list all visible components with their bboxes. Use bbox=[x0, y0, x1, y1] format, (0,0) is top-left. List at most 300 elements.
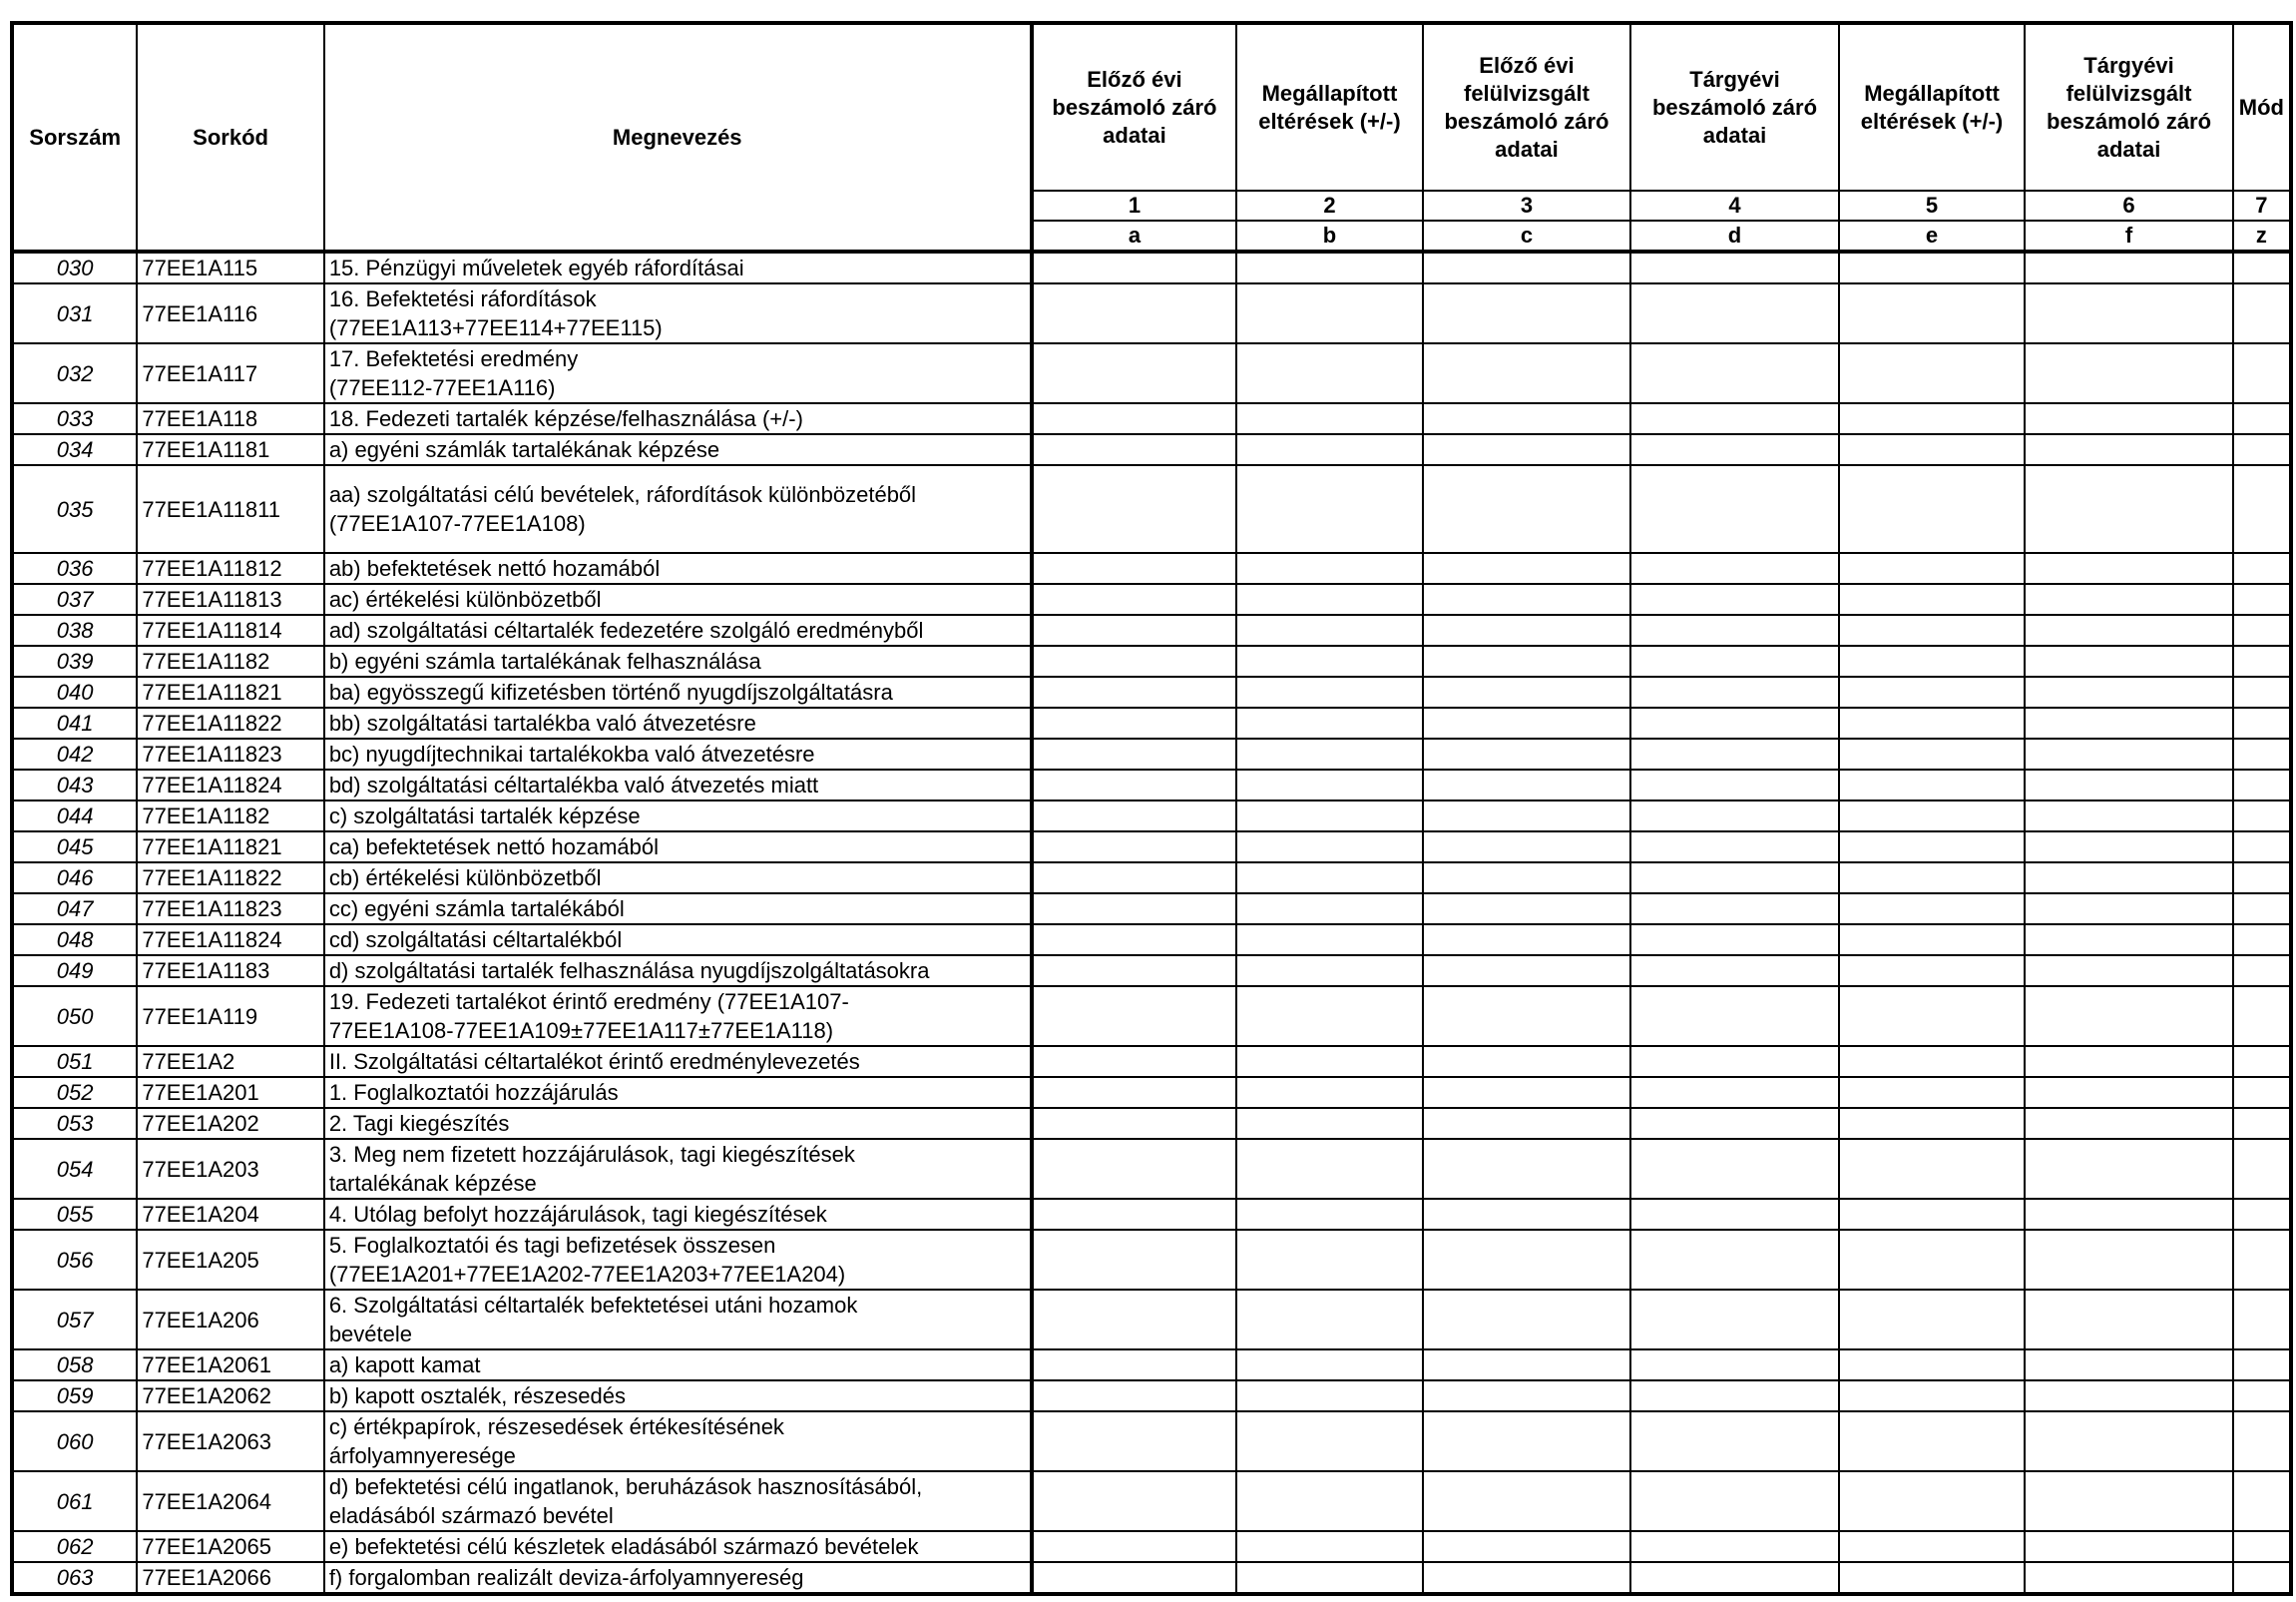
table-row bbox=[12, 252, 2291, 283]
data-cell-col-1[interactable] bbox=[1032, 924, 1237, 955]
data-cell-col-7[interactable] bbox=[2233, 1562, 2291, 1594]
data-cell-col-7[interactable] bbox=[2233, 1108, 2291, 1139]
data-cell-col-3[interactable] bbox=[1423, 955, 1631, 986]
data-cell-col-5[interactable] bbox=[1839, 955, 2025, 986]
data-cell-col-7[interactable] bbox=[2233, 1349, 2291, 1380]
data-cell-col-2[interactable] bbox=[1236, 831, 1422, 862]
row-sorszam: 041 bbox=[12, 708, 137, 739]
data-cell-col-1[interactable] bbox=[1032, 1290, 1237, 1349]
data-cell-col-5[interactable] bbox=[1839, 677, 2025, 708]
data-cell-col-4[interactable] bbox=[1630, 615, 1839, 646]
data-cell-col-3[interactable] bbox=[1423, 646, 1631, 677]
data-cell-col-6[interactable] bbox=[2025, 252, 2233, 283]
row-megnevezes-line: ac) értékelési különbözetből bbox=[328, 587, 602, 612]
row-sorkod: 77EE1A11822 bbox=[137, 862, 323, 893]
data-cell-col-2[interactable] bbox=[1236, 924, 1422, 955]
data-cell-col-6[interactable] bbox=[2025, 1046, 2233, 1077]
data-cell-col-5[interactable] bbox=[1839, 893, 2025, 924]
data-cell-col-5[interactable] bbox=[1839, 1230, 2025, 1290]
data-cell-col-1[interactable] bbox=[1032, 1199, 1237, 1230]
data-cell-col-5[interactable] bbox=[1839, 584, 2025, 615]
data-cell-col-6[interactable] bbox=[2025, 1411, 2233, 1471]
data-cell-col-6[interactable] bbox=[2025, 465, 2233, 553]
data-cell-col-2[interactable] bbox=[1236, 403, 1422, 434]
row-megnevezes-line: ab) befektetések nettó hozamából bbox=[328, 556, 661, 581]
data-cell-col-1[interactable] bbox=[1032, 893, 1237, 924]
data-cell-col-4[interactable] bbox=[1630, 1349, 1839, 1380]
data-cell-col-6[interactable] bbox=[2025, 434, 2233, 465]
row-megnevezes-line: 16. Befektetési ráfordítások bbox=[328, 286, 597, 311]
data-cell-col-7[interactable] bbox=[2233, 1380, 2291, 1411]
data-cell-col-1[interactable] bbox=[1032, 1471, 1237, 1531]
data-cell-col-4[interactable] bbox=[1630, 739, 1839, 770]
data-cell-col-3[interactable] bbox=[1423, 1471, 1631, 1531]
data-cell-col-2[interactable] bbox=[1236, 646, 1422, 677]
data-cell-col-6[interactable] bbox=[2025, 553, 2233, 584]
data-cell-col-2[interactable] bbox=[1236, 986, 1422, 1046]
row-sorkod: 77EE1A203 bbox=[137, 1139, 323, 1199]
data-cell-col-7[interactable] bbox=[2233, 831, 2291, 862]
data-cell-col-7[interactable] bbox=[2233, 1199, 2291, 1230]
row-megnevezes-line: (77EE1A113+77EE114+77EE115) bbox=[328, 315, 663, 340]
data-cell-col-7[interactable] bbox=[2233, 801, 2291, 831]
data-cell-col-3[interactable] bbox=[1423, 739, 1631, 770]
data-cell-col-2[interactable] bbox=[1236, 343, 1422, 403]
data-cell-col-2[interactable] bbox=[1236, 1290, 1422, 1349]
data-cell-col-2[interactable] bbox=[1236, 893, 1422, 924]
data-cell-col-5[interactable] bbox=[1839, 434, 2025, 465]
data-cell-col-2[interactable] bbox=[1236, 1562, 1422, 1594]
data-cell-col-1[interactable] bbox=[1032, 1349, 1237, 1380]
header-letter-7: z bbox=[2233, 221, 2291, 252]
row-megnevezes-line: (77EE1A107-77EE1A108) bbox=[328, 511, 586, 536]
data-cell-col-3[interactable] bbox=[1423, 1230, 1631, 1290]
data-cell-col-3[interactable] bbox=[1423, 1562, 1631, 1594]
data-cell-col-2[interactable] bbox=[1236, 1199, 1422, 1230]
data-cell-col-2[interactable] bbox=[1236, 677, 1422, 708]
data-cell-col-2[interactable] bbox=[1236, 615, 1422, 646]
data-cell-col-6[interactable] bbox=[2025, 862, 2233, 893]
data-cell-col-6[interactable] bbox=[2025, 1139, 2233, 1199]
data-cell-col-6[interactable] bbox=[2025, 708, 2233, 739]
data-cell-col-5[interactable] bbox=[1839, 924, 2025, 955]
data-cell-col-6[interactable] bbox=[2025, 343, 2233, 403]
data-cell-col-4[interactable] bbox=[1630, 1471, 1839, 1531]
data-cell-col-6[interactable] bbox=[2025, 1349, 2233, 1380]
data-cell-col-4[interactable] bbox=[1630, 770, 1839, 801]
data-cell-col-1[interactable] bbox=[1032, 615, 1237, 646]
row-megnevezes bbox=[324, 862, 1032, 893]
row-sorkod: 77EE1A11821 bbox=[137, 677, 323, 708]
table-row bbox=[12, 283, 2291, 343]
data-cell-col-1[interactable] bbox=[1032, 434, 1237, 465]
data-cell-col-5[interactable] bbox=[1839, 1199, 2025, 1230]
data-cell-col-3[interactable] bbox=[1423, 986, 1631, 1046]
row-megnevezes-line: 18. Fedezeti tartalék képzése/felhasználása (+/-) bbox=[328, 406, 803, 431]
data-cell-col-3[interactable] bbox=[1423, 1139, 1631, 1199]
data-cell-col-6[interactable] bbox=[2025, 831, 2233, 862]
data-cell-col-1[interactable] bbox=[1032, 708, 1237, 739]
data-cell-col-5[interactable] bbox=[1839, 646, 2025, 677]
data-cell-col-1[interactable] bbox=[1032, 1531, 1237, 1562]
data-cell-col-7[interactable] bbox=[2233, 252, 2291, 283]
row-megnevezes bbox=[324, 1046, 1032, 1077]
data-cell-col-6[interactable] bbox=[2025, 1380, 2233, 1411]
row-sorszam: 040 bbox=[12, 677, 137, 708]
table-row bbox=[12, 1531, 2291, 1562]
data-cell-col-1[interactable] bbox=[1032, 677, 1237, 708]
data-cell-col-5[interactable] bbox=[1839, 465, 2025, 553]
data-cell-col-7[interactable] bbox=[2233, 1471, 2291, 1531]
data-cell-col-2[interactable] bbox=[1236, 1411, 1422, 1471]
data-cell-col-1[interactable] bbox=[1032, 1108, 1237, 1139]
data-cell-col-7[interactable] bbox=[2233, 770, 2291, 801]
data-cell-col-5[interactable] bbox=[1839, 553, 2025, 584]
data-cell-col-5[interactable] bbox=[1839, 770, 2025, 801]
data-cell-col-5[interactable] bbox=[1839, 1380, 2025, 1411]
data-cell-col-5[interactable] bbox=[1839, 801, 2025, 831]
data-cell-col-4[interactable] bbox=[1630, 283, 1839, 343]
data-cell-col-4[interactable] bbox=[1630, 465, 1839, 553]
data-cell-col-3[interactable] bbox=[1423, 862, 1631, 893]
data-cell-col-5[interactable] bbox=[1839, 1108, 2025, 1139]
data-cell-col-6[interactable] bbox=[2025, 770, 2233, 801]
data-cell-col-1[interactable] bbox=[1032, 862, 1237, 893]
data-cell-col-7[interactable] bbox=[2233, 584, 2291, 615]
data-cell-col-3[interactable] bbox=[1423, 403, 1631, 434]
data-cell-col-7[interactable] bbox=[2233, 1139, 2291, 1199]
data-cell-col-7[interactable] bbox=[2233, 893, 2291, 924]
data-cell-col-6[interactable] bbox=[2025, 1077, 2233, 1108]
data-cell-col-7[interactable] bbox=[2233, 955, 2291, 986]
row-megnevezes-line: 3. Meg nem fizetett hozzájárulások, tagi kiegészítések bbox=[328, 1142, 855, 1167]
data-cell-col-1[interactable] bbox=[1032, 1139, 1237, 1199]
row-megnevezes-line: d) szolgáltatási tartalék felhasználása nyugdíjszolgáltatásokra bbox=[328, 958, 930, 983]
data-cell-col-4[interactable] bbox=[1630, 1290, 1839, 1349]
data-cell-col-3[interactable] bbox=[1423, 1108, 1631, 1139]
data-cell-col-2[interactable] bbox=[1236, 1380, 1422, 1411]
data-cell-col-1[interactable] bbox=[1032, 770, 1237, 801]
data-cell-col-6[interactable] bbox=[2025, 924, 2233, 955]
row-megnevezes bbox=[324, 434, 1032, 465]
data-cell-col-4[interactable] bbox=[1630, 1077, 1839, 1108]
data-cell-col-5[interactable] bbox=[1839, 1349, 2025, 1380]
data-cell-col-3[interactable] bbox=[1423, 893, 1631, 924]
row-megnevezes bbox=[324, 584, 1032, 615]
data-cell-col-2[interactable] bbox=[1236, 1531, 1422, 1562]
data-cell-col-4[interactable] bbox=[1630, 1046, 1839, 1077]
data-cell-col-6[interactable] bbox=[2025, 584, 2233, 615]
data-cell-col-2[interactable] bbox=[1236, 1077, 1422, 1108]
row-sorszam: 033 bbox=[12, 403, 137, 434]
row-sorkod: 77EE1A206 bbox=[137, 1290, 323, 1349]
data-cell-col-1[interactable] bbox=[1032, 465, 1237, 553]
data-cell-col-6[interactable] bbox=[2025, 893, 2233, 924]
data-cell-col-7[interactable] bbox=[2233, 283, 2291, 343]
data-cell-col-1[interactable] bbox=[1032, 1380, 1237, 1411]
data-cell-col-2[interactable] bbox=[1236, 1471, 1422, 1531]
data-cell-col-6[interactable] bbox=[2025, 1230, 2233, 1290]
data-cell-col-1[interactable] bbox=[1032, 1077, 1237, 1108]
data-cell-col-6[interactable] bbox=[2025, 1199, 2233, 1230]
data-cell-col-3[interactable] bbox=[1423, 1077, 1631, 1108]
table-row bbox=[12, 1046, 2291, 1077]
data-cell-col-4[interactable] bbox=[1630, 584, 1839, 615]
data-cell-col-1[interactable] bbox=[1032, 955, 1237, 986]
data-cell-col-4[interactable] bbox=[1630, 252, 1839, 283]
data-cell-col-4[interactable] bbox=[1630, 893, 1839, 924]
data-cell-col-4[interactable] bbox=[1630, 1380, 1839, 1411]
data-cell-col-3[interactable] bbox=[1423, 1380, 1631, 1411]
row-sorkod: 77EE1A11811 bbox=[137, 465, 323, 553]
data-cell-col-4[interactable] bbox=[1630, 1199, 1839, 1230]
row-sorkod: 77EE1A1181 bbox=[137, 434, 323, 465]
data-cell-col-2[interactable] bbox=[1236, 1108, 1422, 1139]
row-megnevezes bbox=[324, 1349, 1032, 1380]
data-cell-col-7[interactable] bbox=[2233, 986, 2291, 1046]
data-cell-col-6[interactable] bbox=[2025, 403, 2233, 434]
data-cell-col-7[interactable] bbox=[2233, 553, 2291, 584]
row-megnevezes-line: 1. Foglalkoztatói hozzájárulás bbox=[328, 1080, 619, 1105]
data-cell-col-7[interactable] bbox=[2233, 677, 2291, 708]
data-cell-col-6[interactable] bbox=[2025, 955, 2233, 986]
data-cell-col-6[interactable] bbox=[2025, 1531, 2233, 1562]
row-sorszam: 058 bbox=[12, 1349, 137, 1380]
data-cell-col-2[interactable] bbox=[1236, 1046, 1422, 1077]
data-cell-col-6[interactable] bbox=[2025, 1290, 2233, 1349]
data-cell-col-5[interactable] bbox=[1839, 283, 2025, 343]
data-cell-col-1[interactable] bbox=[1032, 403, 1237, 434]
data-cell-col-1[interactable] bbox=[1032, 1230, 1237, 1290]
data-cell-col-5[interactable] bbox=[1839, 831, 2025, 862]
data-cell-col-2[interactable] bbox=[1236, 1139, 1422, 1199]
data-cell-col-7[interactable] bbox=[2233, 739, 2291, 770]
data-cell-col-3[interactable] bbox=[1423, 1531, 1631, 1562]
data-cell-col-3[interactable] bbox=[1423, 677, 1631, 708]
data-cell-col-5[interactable] bbox=[1839, 862, 2025, 893]
data-cell-col-4[interactable] bbox=[1630, 343, 1839, 403]
data-cell-col-5[interactable] bbox=[1839, 1077, 2025, 1108]
data-cell-col-4[interactable] bbox=[1630, 986, 1839, 1046]
data-cell-col-4[interactable] bbox=[1630, 434, 1839, 465]
data-cell-col-4[interactable] bbox=[1630, 1562, 1839, 1594]
row-megnevezes-line: árfolyamnyeresége bbox=[328, 1443, 516, 1468]
row-megnevezes-line: cd) szolgáltatási céltartalékból bbox=[328, 927, 623, 952]
row-sorszam: 037 bbox=[12, 584, 137, 615]
data-cell-col-7[interactable] bbox=[2233, 343, 2291, 403]
data-cell-col-1[interactable] bbox=[1032, 553, 1237, 584]
row-megnevezes bbox=[324, 283, 1032, 343]
header-num-3: 3 bbox=[1423, 191, 1631, 221]
data-cell-col-1[interactable] bbox=[1032, 1411, 1237, 1471]
report-table bbox=[10, 21, 2293, 1596]
data-cell-col-3[interactable] bbox=[1423, 770, 1631, 801]
data-cell-col-5[interactable] bbox=[1839, 615, 2025, 646]
data-cell-col-1[interactable] bbox=[1032, 283, 1237, 343]
data-cell-col-4[interactable] bbox=[1630, 831, 1839, 862]
data-cell-col-7[interactable] bbox=[2233, 1230, 2291, 1290]
data-cell-col-3[interactable] bbox=[1423, 708, 1631, 739]
data-cell-col-2[interactable] bbox=[1236, 739, 1422, 770]
data-cell-col-4[interactable] bbox=[1630, 1531, 1839, 1562]
data-cell-col-1[interactable] bbox=[1032, 1562, 1237, 1594]
data-cell-col-7[interactable] bbox=[2233, 862, 2291, 893]
table-row bbox=[12, 1380, 2291, 1411]
data-cell-col-6[interactable] bbox=[2025, 283, 2233, 343]
data-cell-col-2[interactable] bbox=[1236, 955, 1422, 986]
data-cell-col-2[interactable] bbox=[1236, 862, 1422, 893]
data-cell-col-4[interactable] bbox=[1630, 1230, 1839, 1290]
data-cell-col-3[interactable] bbox=[1423, 1046, 1631, 1077]
data-cell-col-3[interactable] bbox=[1423, 1349, 1631, 1380]
data-cell-col-5[interactable] bbox=[1839, 1562, 2025, 1594]
data-cell-col-5[interactable] bbox=[1839, 343, 2025, 403]
row-sorkod: 77EE1A11823 bbox=[137, 893, 323, 924]
data-cell-col-2[interactable] bbox=[1236, 770, 1422, 801]
row-sorszam: 035 bbox=[12, 465, 137, 553]
data-cell-col-7[interactable] bbox=[2233, 1046, 2291, 1077]
data-cell-col-7[interactable] bbox=[2233, 924, 2291, 955]
data-cell-col-7[interactable] bbox=[2233, 1411, 2291, 1471]
row-sorkod: 77EE1A205 bbox=[137, 1230, 323, 1290]
data-cell-col-4[interactable] bbox=[1630, 862, 1839, 893]
data-cell-col-3[interactable] bbox=[1423, 924, 1631, 955]
data-cell-col-6[interactable] bbox=[2025, 646, 2233, 677]
row-sorszam: 038 bbox=[12, 615, 137, 646]
row-megnevezes-line: ca) befektetések nettó hozamából bbox=[328, 834, 660, 859]
data-cell-col-5[interactable] bbox=[1839, 1471, 2025, 1531]
data-cell-col-1[interactable] bbox=[1032, 1046, 1237, 1077]
data-cell-col-1[interactable] bbox=[1032, 831, 1237, 862]
data-cell-col-2[interactable] bbox=[1236, 434, 1422, 465]
data-cell-col-3[interactable] bbox=[1423, 584, 1631, 615]
data-cell-col-6[interactable] bbox=[2025, 615, 2233, 646]
data-cell-col-4[interactable] bbox=[1630, 1139, 1839, 1199]
data-cell-col-3[interactable] bbox=[1423, 615, 1631, 646]
data-cell-col-2[interactable] bbox=[1236, 465, 1422, 553]
row-sorszam: 043 bbox=[12, 770, 137, 801]
data-cell-col-4[interactable] bbox=[1630, 677, 1839, 708]
row-sorszam: 060 bbox=[12, 1411, 137, 1471]
data-cell-col-5[interactable] bbox=[1839, 1411, 2025, 1471]
data-cell-col-5[interactable] bbox=[1839, 1290, 2025, 1349]
row-megnevezes-line: bc) nyugdíjtechnikai tartalékokba való átvezetésre bbox=[328, 742, 815, 767]
data-cell-col-7[interactable] bbox=[2233, 646, 2291, 677]
data-cell-col-4[interactable] bbox=[1630, 708, 1839, 739]
data-cell-col-3[interactable] bbox=[1423, 553, 1631, 584]
data-cell-col-5[interactable] bbox=[1839, 1046, 2025, 1077]
row-sorszam: 061 bbox=[12, 1471, 137, 1531]
data-cell-col-7[interactable] bbox=[2233, 1531, 2291, 1562]
data-cell-col-2[interactable] bbox=[1236, 283, 1422, 343]
data-cell-col-2[interactable] bbox=[1236, 553, 1422, 584]
row-megnevezes bbox=[324, 739, 1032, 770]
data-cell-col-1[interactable] bbox=[1032, 646, 1237, 677]
data-cell-col-5[interactable] bbox=[1839, 403, 2025, 434]
data-cell-col-1[interactable] bbox=[1032, 739, 1237, 770]
data-cell-col-6[interactable] bbox=[2025, 986, 2233, 1046]
data-cell-col-6[interactable] bbox=[2025, 1108, 2233, 1139]
data-cell-col-5[interactable] bbox=[1839, 708, 2025, 739]
data-cell-col-2[interactable] bbox=[1236, 801, 1422, 831]
data-cell-col-5[interactable] bbox=[1839, 739, 2025, 770]
data-cell-col-6[interactable] bbox=[2025, 739, 2233, 770]
data-cell-col-6[interactable] bbox=[2025, 1471, 2233, 1531]
row-megnevezes bbox=[324, 1471, 1032, 1531]
data-cell-col-7[interactable] bbox=[2233, 1290, 2291, 1349]
data-cell-col-3[interactable] bbox=[1423, 434, 1631, 465]
data-cell-col-4[interactable] bbox=[1630, 1108, 1839, 1139]
data-cell-col-1[interactable] bbox=[1032, 252, 1237, 283]
data-cell-col-3[interactable] bbox=[1423, 343, 1631, 403]
data-cell-col-6[interactable] bbox=[2025, 801, 2233, 831]
data-cell-col-7[interactable] bbox=[2233, 465, 2291, 553]
data-cell-col-7[interactable] bbox=[2233, 615, 2291, 646]
row-megnevezes bbox=[324, 1411, 1032, 1471]
data-cell-col-2[interactable] bbox=[1236, 1349, 1422, 1380]
data-cell-col-3[interactable] bbox=[1423, 283, 1631, 343]
data-cell-col-2[interactable] bbox=[1236, 708, 1422, 739]
data-cell-col-3[interactable] bbox=[1423, 831, 1631, 862]
data-cell-col-3[interactable] bbox=[1423, 252, 1631, 283]
data-cell-col-7[interactable] bbox=[2233, 708, 2291, 739]
row-megnevezes-line: II. Szolgáltatási céltartalékot érintő eredménylevezetés bbox=[328, 1049, 860, 1074]
data-cell-col-4[interactable] bbox=[1630, 801, 1839, 831]
row-sorkod: 77EE1A204 bbox=[137, 1199, 323, 1230]
row-sorkod: 77EE1A117 bbox=[137, 343, 323, 403]
data-cell-col-1[interactable] bbox=[1032, 801, 1237, 831]
data-cell-col-4[interactable] bbox=[1630, 1411, 1839, 1471]
row-sorkod: 77EE1A2 bbox=[137, 1046, 323, 1077]
data-cell-col-3[interactable] bbox=[1423, 1290, 1631, 1349]
data-cell-col-4[interactable] bbox=[1630, 553, 1839, 584]
table-row bbox=[12, 1199, 2291, 1230]
data-cell-col-4[interactable] bbox=[1630, 403, 1839, 434]
data-cell-col-5[interactable] bbox=[1839, 1531, 2025, 1562]
data-cell-col-6[interactable] bbox=[2025, 1562, 2233, 1594]
data-cell-col-3[interactable] bbox=[1423, 1199, 1631, 1230]
data-cell-col-3[interactable] bbox=[1423, 465, 1631, 553]
row-sorszam: 063 bbox=[12, 1562, 137, 1594]
row-sorszam: 051 bbox=[12, 1046, 137, 1077]
data-cell-col-4[interactable] bbox=[1630, 646, 1839, 677]
data-cell-col-1[interactable] bbox=[1032, 584, 1237, 615]
data-cell-col-1[interactable] bbox=[1032, 343, 1237, 403]
row-sorkod: 77EE1A11814 bbox=[137, 615, 323, 646]
data-cell-col-2[interactable] bbox=[1236, 252, 1422, 283]
data-cell-col-7[interactable] bbox=[2233, 403, 2291, 434]
table-row bbox=[12, 1139, 2291, 1199]
row-sorkod: 77EE1A1182 bbox=[137, 646, 323, 677]
data-cell-col-5[interactable] bbox=[1839, 986, 2025, 1046]
row-megnevezes-line: b) egyéni számla tartalékának felhasználása bbox=[328, 649, 761, 674]
data-cell-col-6[interactable] bbox=[2025, 677, 2233, 708]
data-cell-col-3[interactable] bbox=[1423, 801, 1631, 831]
data-cell-col-7[interactable] bbox=[2233, 434, 2291, 465]
data-cell-col-2[interactable] bbox=[1236, 584, 1422, 615]
row-sorszam: 054 bbox=[12, 1139, 137, 1199]
data-cell-col-2[interactable] bbox=[1236, 1230, 1422, 1290]
row-megnevezes bbox=[324, 1230, 1032, 1290]
data-cell-col-5[interactable] bbox=[1839, 1139, 2025, 1199]
data-cell-col-4[interactable] bbox=[1630, 955, 1839, 986]
data-cell-col-3[interactable] bbox=[1423, 1411, 1631, 1471]
data-cell-col-7[interactable] bbox=[2233, 1077, 2291, 1108]
data-cell-col-4[interactable] bbox=[1630, 924, 1839, 955]
row-sorszam: 059 bbox=[12, 1380, 137, 1411]
data-cell-col-5[interactable] bbox=[1839, 252, 2025, 283]
data-cell-col-1[interactable] bbox=[1032, 986, 1237, 1046]
